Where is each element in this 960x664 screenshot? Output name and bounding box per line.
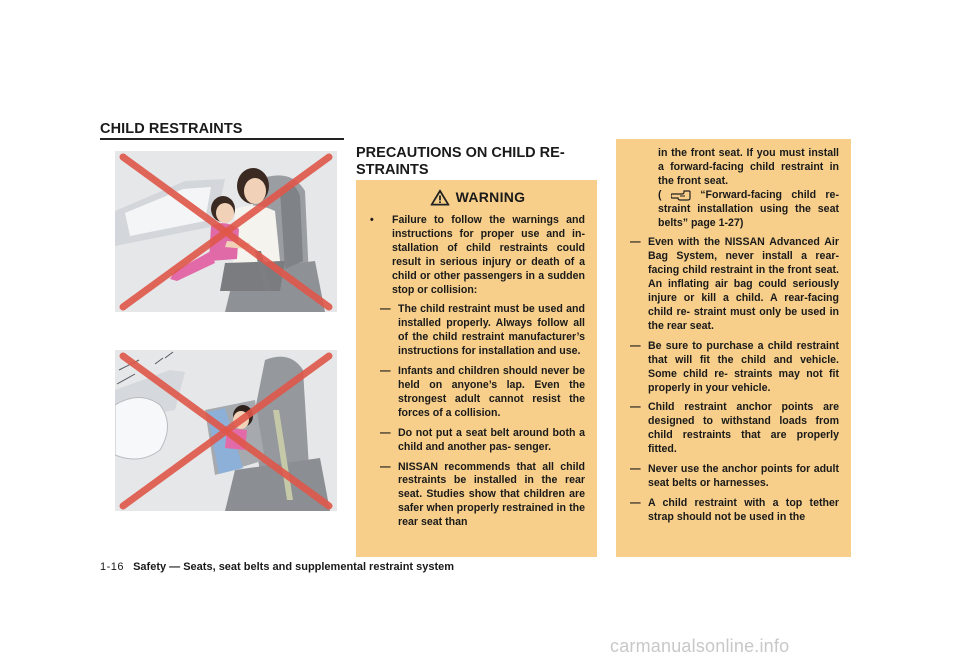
- continuation-text: in the front seat. If you must install a forward-facing child restraint in the front seat.: [658, 147, 839, 187]
- list-item: [630, 463, 839, 491]
- warning-bullet: [370, 214, 585, 297]
- dash-mark: —: [380, 460, 391, 473]
- dash-mark: —: [380, 303, 391, 316]
- page-footer: [100, 561, 454, 573]
- list-item-text: Child restraint anchor points are designed to withstand loads from child restraints that are properly fitted.: [648, 401, 839, 456]
- chapter-title: Safety — Seats, seat belts and supplemental restraint system: [133, 561, 455, 573]
- list-item: [380, 365, 585, 421]
- dash-mark: —: [630, 236, 641, 249]
- warning-triangle-icon: [430, 189, 450, 206]
- list-item: [380, 303, 585, 359]
- dash-mark: —: [380, 426, 391, 439]
- pointing-hand-icon: [671, 189, 691, 201]
- warning-box-right: [616, 139, 851, 557]
- dash-mark: —: [630, 401, 641, 414]
- list-item: [630, 401, 839, 457]
- list-item-text: Infants and children should never be held on anyone’s lap. Even the strongest adult cannot resist the forces of a collision.: [398, 365, 585, 419]
- list-item-text: Do not put a seat belt around both a child and another pas- senger.: [398, 426, 585, 453]
- warning-heading: [370, 180, 585, 214]
- dash-mark: —: [630, 496, 641, 509]
- ref-text: “Forward-facing child re- straint installation using the seat belts” page 1-27): [658, 188, 839, 229]
- ref-open-paren: (: [658, 188, 662, 201]
- illustration-rear-facing-front-seat: [115, 350, 337, 511]
- list-item: [380, 461, 585, 531]
- illustration-child-on-lap: [115, 151, 337, 312]
- list-item-text: A child restraint with a top tether strap should not be used in the: [648, 496, 839, 523]
- dash-mark: —: [630, 463, 641, 476]
- list-item: [630, 236, 839, 333]
- list-item: [630, 340, 839, 396]
- list-item: [380, 427, 585, 455]
- list-item-text: Even with the NISSAN Advanced Air Bag System, never install a rear-facing child restraint in the front seat. An inflating air bag could seriously injure or kill a child. A rear-facing child re- straint must only be used in the rear seat.: [648, 236, 839, 332]
- page-number: 1-16: [100, 561, 125, 573]
- precautions-title-line1: PRECAUTIONS ON CHILD RE-: [356, 145, 565, 161]
- section-rule: [100, 138, 344, 140]
- continuation-block: [630, 147, 839, 230]
- warning-label: WARNING: [455, 189, 526, 205]
- warning-intro: Failure to follow the warnings and instructions for proper use and in- stallation of child restraints could result in serious injury or death of a child or other passengers in a sudden stop or collision:: [392, 214, 585, 296]
- list-item-text: The child restraint must be used and installed properly. Always follow all of the child restraint manufacturer’s instructions for installation and use.: [398, 303, 585, 358]
- list-item-text: Be sure to purchase a child restraint that will fit the child and vehicle. Some child re- straints may not fit properly in your vehicle.: [648, 339, 839, 394]
- section-header: CHILD RESTRAINTS: [100, 121, 243, 137]
- bullet-mark: •: [370, 214, 374, 226]
- precautions-title-line2: STRAINTS: [356, 162, 429, 178]
- dash-mark: —: [630, 339, 641, 352]
- cross-reference: [658, 189, 839, 231]
- precautions-title: [356, 145, 596, 179]
- warning-box-left: [356, 180, 597, 557]
- watermark: carmanualsonline.info: [610, 636, 790, 656]
- dash-mark: —: [380, 365, 391, 378]
- list-item-text: NISSAN recommends that all child restraints be installed in the rear seat. Studies show that children are safer when properly restrained in the rear seat than: [398, 460, 585, 529]
- list-item: [630, 497, 839, 525]
- list-item-text: Never use the anchor points for adult seat belts or harnesses.: [648, 463, 839, 489]
